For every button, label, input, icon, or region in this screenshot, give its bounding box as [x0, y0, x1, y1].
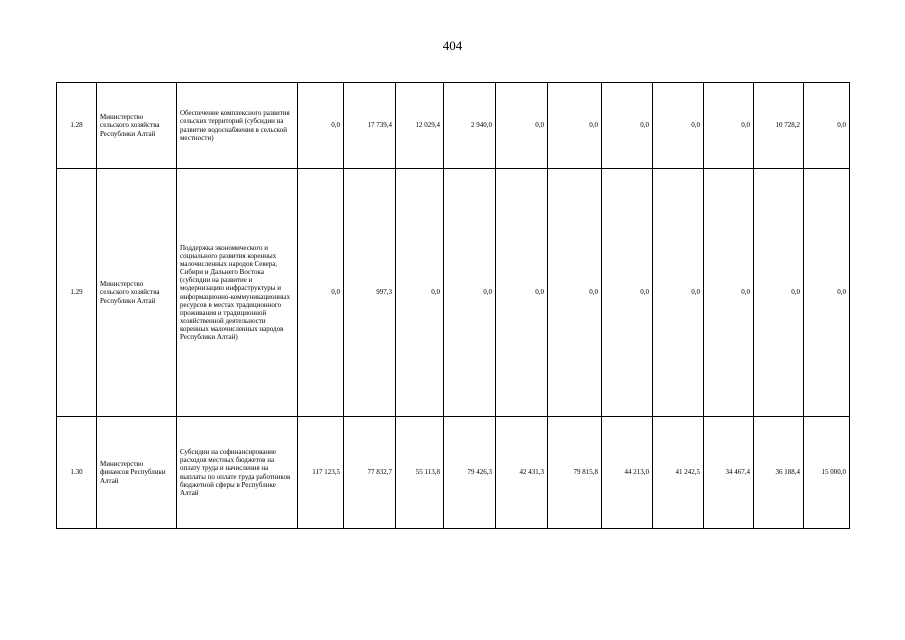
value-cell: 10 728,2 — [754, 83, 804, 169]
value-cell: 0,0 — [804, 83, 850, 169]
value-cell: 34 467,4 — [704, 417, 754, 529]
budget-table — [56, 82, 850, 529]
value-cell: 2 940,0 — [444, 83, 496, 169]
value-cell: 0,0 — [444, 169, 496, 417]
value-cell: 15 000,0 — [804, 417, 850, 529]
value-cell: 0,0 — [754, 169, 804, 417]
value-cell: 0,0 — [496, 169, 548, 417]
description-cell: Обеспечение комплексного развития сельских территорий (субсидии на развитие водоснабжения в сельской местности) — [177, 83, 298, 169]
table-row — [57, 83, 850, 169]
value-cell: 0,0 — [548, 83, 602, 169]
value-cell: 36 188,4 — [754, 417, 804, 529]
value-cell: 12 029,4 — [396, 83, 444, 169]
value-cell: 0,0 — [653, 169, 704, 417]
value-cell: 0,0 — [704, 83, 754, 169]
value-cell: 79 426,3 — [444, 417, 496, 529]
value-cell: 0,0 — [804, 169, 850, 417]
value-cell: 997,3 — [344, 169, 396, 417]
ministry-cell: Министерство сельского хозяйства Республики Алтай — [97, 83, 177, 169]
value-cell: 42 431,3 — [496, 417, 548, 529]
value-cell: 17 739,4 — [344, 83, 396, 169]
value-cell: 0,0 — [704, 169, 754, 417]
value-cell: 117 123,5 — [298, 417, 344, 529]
value-cell: 79 815,8 — [548, 417, 602, 529]
table-row — [57, 417, 850, 529]
ministry-cell: Министерство сельского хозяйства Республики Алтай — [97, 169, 177, 417]
value-cell: 0,0 — [298, 169, 344, 417]
value-cell: 0,0 — [396, 169, 444, 417]
table-row — [57, 169, 850, 417]
description-cell: Субсидии на софинансирование расходов местных бюджетов на оплату труда и начисления на выплаты по оплате труда работников бюджетной сферы в Республике Алтай — [177, 417, 298, 529]
row-number: 1.30 — [57, 417, 97, 529]
page-number: 404 — [442, 38, 463, 53]
value-cell: 41 242,5 — [653, 417, 704, 529]
row-number: 1.29 — [57, 169, 97, 417]
value-cell: 0,0 — [298, 83, 344, 169]
value-cell: 0,0 — [496, 83, 548, 169]
value-cell: 0,0 — [602, 83, 653, 169]
value-cell: 77 832,7 — [344, 417, 396, 529]
value-cell: 55 113,8 — [396, 417, 444, 529]
value-cell: 0,0 — [548, 169, 602, 417]
row-number: 1.28 — [57, 83, 97, 169]
ministry-cell: Министерство финансов Республики Алтай — [97, 417, 177, 529]
description-cell: Поддержка экономического и социального развития коренных малочисленных народов Севера, Сибири и Дальнего Востока (субсидии на развитие и модернизацию инфраструктуры и информационно-коммуникационных ресурсов в местах традиционного проживания и традиционной хозяйственной деятельности коренных малочисленных народов Республики Алтай) — [177, 169, 298, 417]
value-cell: 0,0 — [602, 169, 653, 417]
value-cell: 0,0 — [653, 83, 704, 169]
value-cell: 44 213,0 — [602, 417, 653, 529]
